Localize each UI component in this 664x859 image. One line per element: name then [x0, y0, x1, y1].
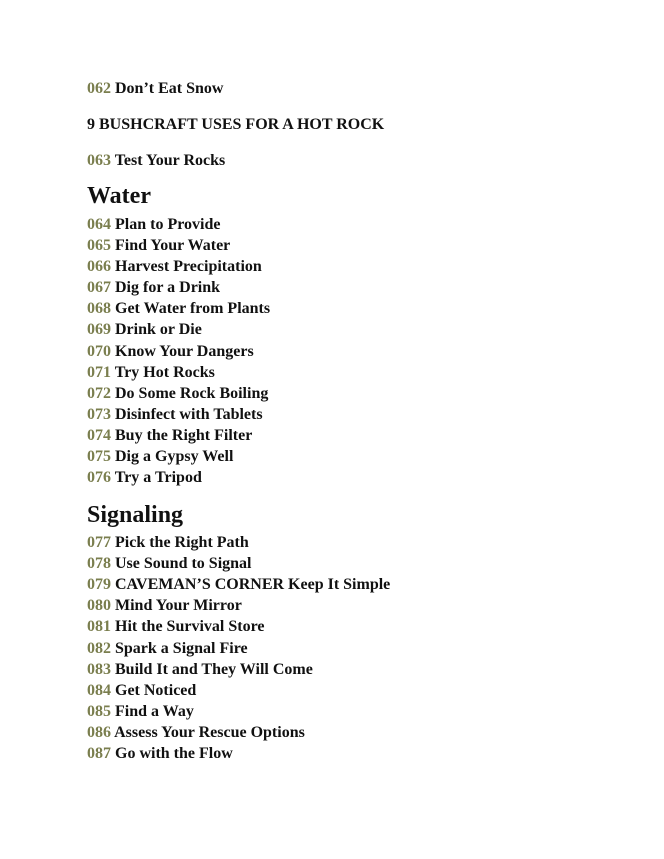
entry-title: Spark a Signal Fire — [115, 640, 248, 657]
entry-title: Plan to Provide — [115, 216, 221, 233]
entry-number: 086 — [87, 724, 111, 741]
entry-title: Try a Tripod — [114, 469, 202, 486]
section-heading-signaling: Signaling — [87, 502, 184, 528]
toc-entry[interactable] — [87, 617, 264, 637]
entry-title: Find a Way — [115, 703, 194, 720]
entry-title: Build It and They Will Come — [115, 661, 313, 678]
entry-number: 075 — [87, 448, 111, 465]
entry-number: 074 — [87, 427, 111, 444]
toc-entry[interactable] — [87, 702, 194, 722]
entry-title: Buy the Right Filter — [115, 427, 253, 444]
toc-entry[interactable] — [87, 320, 202, 340]
toc-entry[interactable] — [87, 342, 254, 362]
entry-title: Get Water from Plants — [115, 300, 271, 317]
entry-number: 077 — [87, 534, 111, 551]
toc-entry[interactable] — [87, 405, 263, 425]
entry-title: Harvest Precipitation — [115, 258, 262, 275]
entry-title: Try Hot Rocks — [114, 364, 215, 381]
toc-entry[interactable] — [87, 554, 252, 574]
toc-entry[interactable] — [87, 575, 390, 595]
entry-number: 067 — [87, 279, 111, 296]
entry-title: Get Noticed — [115, 682, 197, 699]
toc-entry[interactable] — [87, 660, 313, 680]
toc-entry[interactable] — [87, 723, 305, 743]
entry-title: Go with the Flow — [115, 745, 233, 762]
entry-number: 078 — [87, 555, 111, 572]
entry-title: Dig for a Drink — [115, 279, 221, 296]
toc-entry[interactable] — [87, 299, 270, 319]
toc-entry[interactable] — [87, 596, 242, 616]
entry-title: CAVEMAN’S CORNER Keep It Simple — [115, 576, 391, 593]
section-heading-water: Water — [87, 183, 151, 209]
subsection-heading: 9 BUSHCRAFT USES FOR A HOT ROCK — [87, 116, 385, 133]
toc-entry[interactable] — [87, 384, 268, 404]
toc-entry[interactable] — [87, 363, 215, 383]
toc-entry[interactable] — [87, 79, 223, 99]
entry-number: 069 — [87, 321, 111, 338]
entry-number: 085 — [87, 703, 111, 720]
entry-number: 080 — [87, 597, 111, 614]
entry-title: Test Your Rocks — [114, 152, 226, 169]
entry-title: Pick the Right Path — [115, 534, 249, 551]
entry-title: Find Your Water — [115, 237, 231, 254]
toc-entry[interactable] — [87, 447, 233, 467]
toc-entry[interactable] — [87, 257, 262, 277]
entry-number: 068 — [87, 300, 111, 317]
toc-entry[interactable] — [87, 744, 233, 764]
entry-title: Assess Your Rescue Options — [114, 724, 305, 741]
entry-number: 082 — [87, 640, 111, 657]
entry-title: Dig a Gypsy Well — [115, 448, 234, 465]
entry-title: Mind Your Mirror — [115, 597, 242, 614]
entry-number: 072 — [87, 385, 111, 402]
toc-entry[interactable] — [87, 426, 252, 446]
toc-entry[interactable] — [87, 639, 248, 659]
entry-number: 076 — [87, 469, 111, 486]
entry-number: 081 — [87, 618, 111, 635]
toc-entry[interactable] — [87, 236, 230, 256]
toc-entry[interactable] — [87, 215, 220, 235]
entry-number: 063 — [87, 152, 111, 169]
entry-number: 062 — [87, 80, 111, 97]
entry-title: Don’t Eat Snow — [115, 80, 224, 97]
entry-title: Know Your Dangers — [115, 343, 254, 360]
toc-entry[interactable] — [87, 151, 225, 171]
entry-title: Do Some Rock Boiling — [115, 385, 269, 402]
entry-number: 087 — [87, 745, 111, 762]
toc-entry[interactable] — [87, 278, 220, 298]
entry-number: 083 — [87, 661, 111, 678]
entry-title: Use Sound to Signal — [115, 555, 252, 572]
entry-number: 070 — [87, 343, 111, 360]
entry-number: 071 — [87, 364, 111, 381]
entry-number: 084 — [87, 682, 111, 699]
entry-number: 064 — [87, 216, 111, 233]
entry-number: 066 — [87, 258, 111, 275]
toc-entry[interactable] — [87, 681, 196, 701]
entry-number: 073 — [87, 406, 111, 423]
entry-number: 079 — [87, 576, 111, 593]
toc-entry[interactable] — [87, 533, 249, 553]
entry-title: Disinfect with Tablets — [115, 406, 263, 423]
entry-number: 065 — [87, 237, 111, 254]
entry-title: Drink or Die — [115, 321, 202, 338]
toc-entry[interactable] — [87, 468, 202, 488]
entry-title: Hit the Survival Store — [115, 618, 265, 635]
